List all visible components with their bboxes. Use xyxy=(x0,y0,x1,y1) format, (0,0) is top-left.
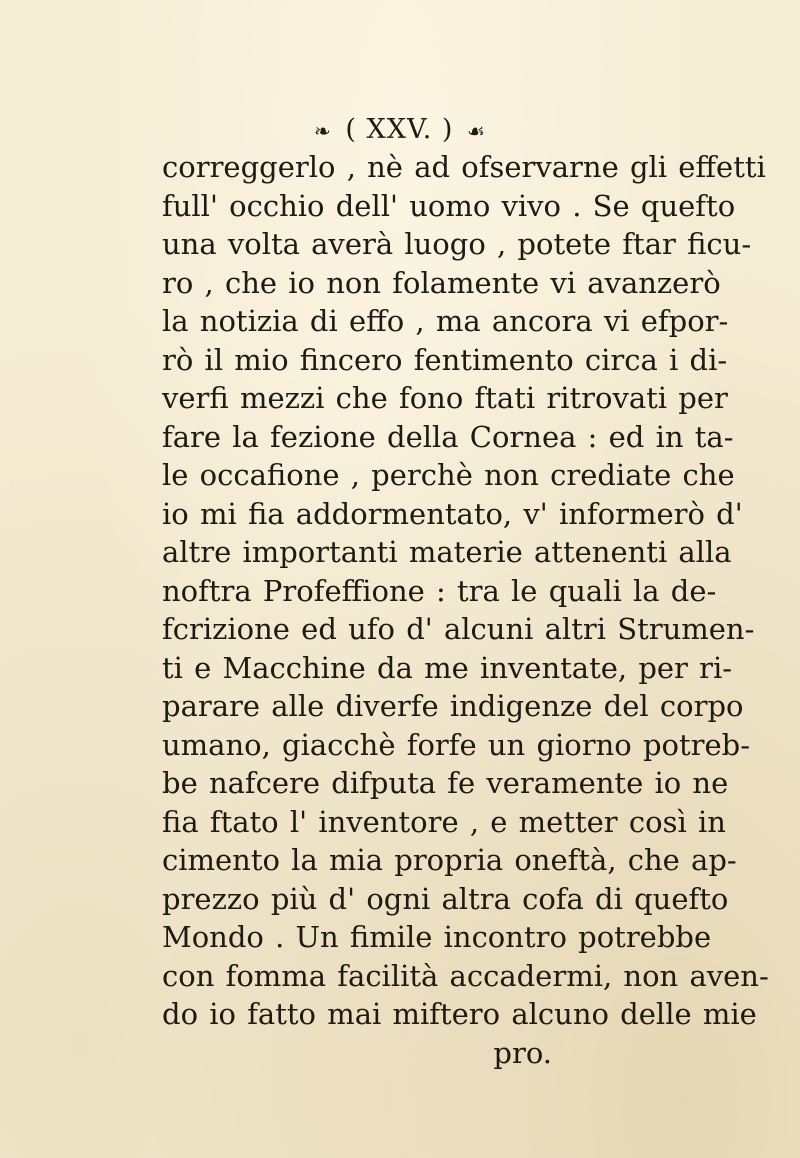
text-line: fcrizione ed ufo d' alcuni altri Strumen- xyxy=(162,612,755,646)
text-line: parare alle diverfe indigenze del corpo xyxy=(162,689,744,723)
text-line: full' occhio dell' uomo vivo . Se quefto xyxy=(162,188,736,223)
text-line: verfi mezzi che fono ftati ritrovati per xyxy=(162,381,728,415)
page-number: ( XXV. ) xyxy=(345,114,454,145)
ornament-right-icon: ☙ xyxy=(467,118,486,143)
body-text xyxy=(162,148,769,1072)
text-line: fare la fezione della Cornea : ed in ta- xyxy=(162,419,734,454)
text-line: le occafione , perchè non crediate che xyxy=(162,458,735,492)
text-line: be nafcere difputa fe veramente io ne xyxy=(162,766,729,800)
catchword: pro. xyxy=(493,1035,552,1070)
text-line: Mondo . Un fimile incontro potrebbe xyxy=(162,920,712,954)
text-line: altre importanti materie attenenti alla xyxy=(162,535,732,569)
text-line: la notizia di effo , ma ancora vi efpor- xyxy=(162,304,729,338)
ornament-left-icon: ❧ xyxy=(314,118,332,143)
text-line: umano, giacchè forfe un giorno potreb- xyxy=(162,727,751,762)
text-line: fia ftato l' inventore , e metter così in xyxy=(162,804,726,839)
text-line: ro , che io non folamente vi avanzerò xyxy=(162,265,721,300)
text-line: prezzo più d' ogni altra cofa di quefto xyxy=(162,881,729,916)
text-line: con fomma facilità accadermi, non aven- xyxy=(162,958,769,993)
text-line: noftra Profeffione : tra le quali la de- xyxy=(162,573,717,608)
text-line: una volta averà luogo , potete ftar ficu- xyxy=(162,227,752,261)
text-line: rò il mio fincero fentimento circa i di- xyxy=(162,342,728,377)
text-line: ti e Macchine da me inventate, per ri- xyxy=(162,650,733,685)
page-header xyxy=(0,112,800,149)
text-line: cimento la mia propria oneftà, che ap- xyxy=(162,843,737,877)
text-line: io mi fia addormentato, v' informerò d' xyxy=(162,496,743,531)
text-line: correggerlo , nè ad ofservarne gli effetti xyxy=(162,150,766,184)
text-line: do io fatto mai miftero alcuno delle mie xyxy=(162,997,757,1031)
